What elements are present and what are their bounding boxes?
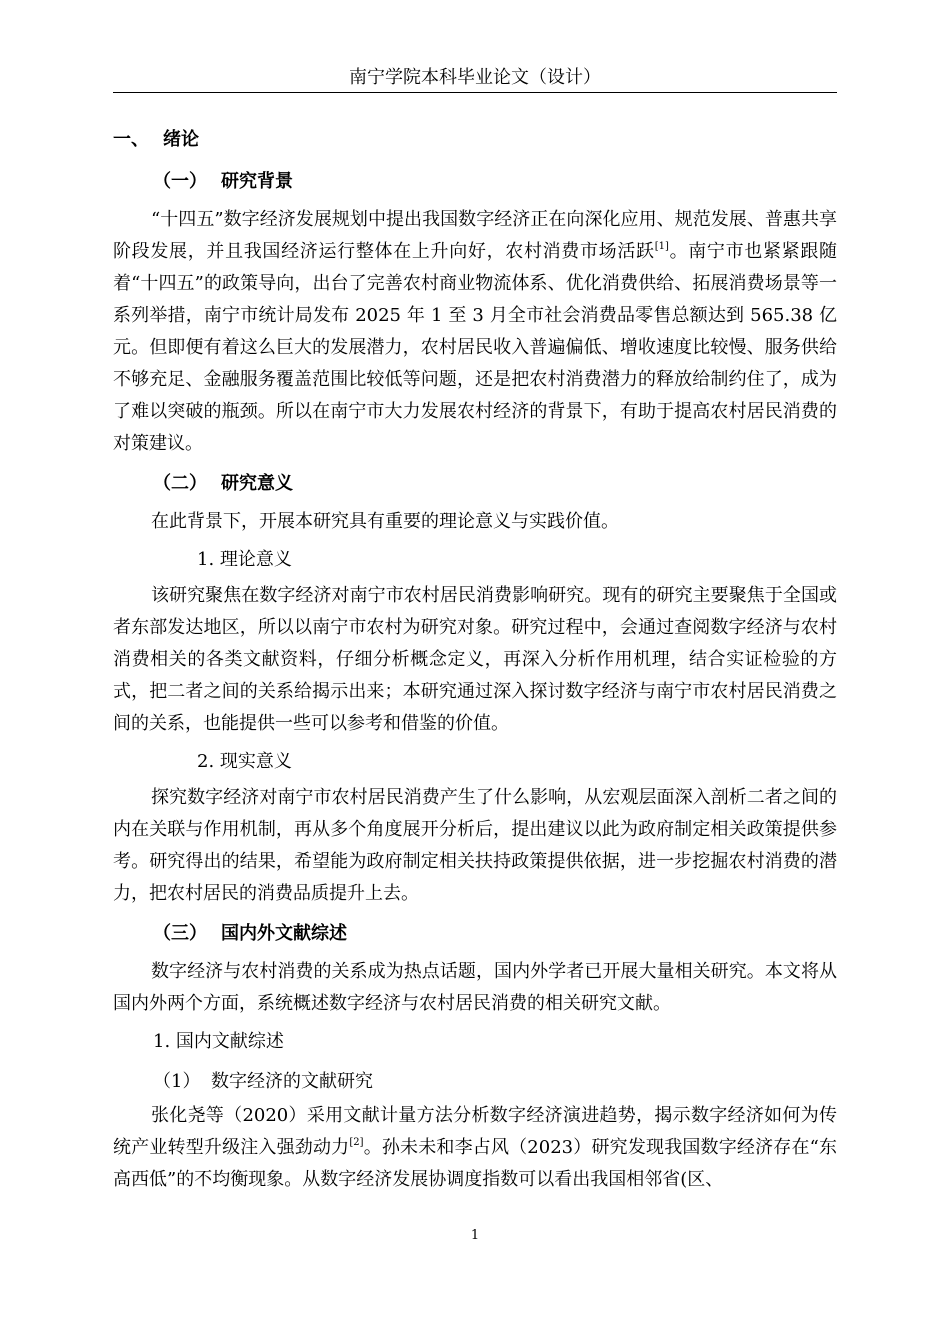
section-title: 研究背景	[221, 171, 293, 192]
domestic-review-heading: 1. 国内文献综述	[153, 1031, 284, 1052]
background-paragraph: “十四五”数字经济发展规划中提出我国数字经济正在向深化应用、规范发展、普惠共享阶段发展，并且我国经济运行整体在上升向好，农村消费市场活跃[1]。南宁市也紧紧跟随着“十四五”的政策导向，出台了完善农村商业物流体系、优化消费供给、拓展消费场景等一系列举措，南宁市统计局发布 2025 年 1 至 3 月全市社会消费品零售总额达到 565.38 亿元。但即便有着这么巨大的发展潜力，农村居民收入普遍偏低、增收速度比较慢、服务供给不够充足、金融服务覆盖范围比较低等问题，还是把农村消费潜力的释放给制约住了，成为了难以突破的瓶颈。所以在南宁市大力发展农村经济的背景下，有助于提高农村居民消费的对策建议。	[113, 209, 838, 454]
section-title: 研究意义	[221, 473, 293, 494]
section-heading-significance	[153, 466, 837, 502]
page-body	[113, 122, 837, 1200]
review-intro: 数字经济与农村消费的关系成为热点话题，国内外学者已开展大量相关研究。本文将从国内外两个方面，系统概述数字经济与农村居民消费的相关研究文献。	[113, 961, 837, 1014]
section-number: （一）	[153, 171, 207, 192]
digital-economy-paragraph: 张化尧等（2020）采用文献计量方法分析数字经济演进趋势，揭示数字经济如何为传统产业转型升级注入强劲动力[2]。孙未未和李占风（2023）研究发现我国数字经济存在“东高西低”的不均衡现象。从数字经济发展协调度指数可以看出我国相邻省(区、	[113, 1105, 838, 1190]
chapter-heading	[113, 122, 837, 158]
section-heading-review	[153, 916, 837, 952]
section-heading-background	[153, 164, 837, 200]
subsection-title: 数字经济的文献研究	[211, 1071, 373, 1092]
theory-paragraph: 该研究聚焦在数字经济对南宁市农村居民消费影响研究。现有的研究主要聚焦于全国或者东部发达地区，所以以南宁市农村为研究对象。研究过程中，会通过查阅数字经济与农村消费相关的各类文献资料，仔细分析概念定义，再深入分析作用机理，结合实证检验的方式，把二者之间的关系给揭示出来；本研究通过深入探讨数字经济与南宁市农村居民消费之间的关系，也能提供一些可以参考和借鉴的价值。	[113, 585, 837, 734]
subsection-number: （1）	[153, 1071, 201, 1092]
theory-heading: 1. 理论意义	[197, 549, 292, 570]
header-rule	[113, 92, 837, 93]
significance-intro: 在此背景下，开展本研究具有重要的理论意义与实践价值。	[151, 511, 619, 532]
practice-paragraph: 探究数字经济对南宁市农村居民消费产生了什么影响，从宏观层面深入剖析二者之间的内在关联与作用机制，再从多个角度展开分析后，提出建议以此为政府制定相关政策提供参考。研究得出的结果，希望能为政府制定相关扶持政策提供依据，进一步挖掘农村消费的潜力，把农村居民的消费品质提升上去。	[113, 787, 837, 904]
section-title: 国内外文献综述	[221, 923, 347, 944]
section-number: （二）	[153, 473, 207, 494]
chapter-title: 绪论	[163, 129, 199, 150]
practice-heading: 2. 现实意义	[197, 751, 292, 772]
chapter-number: 一、	[113, 129, 149, 150]
citation-2: [2]	[349, 1137, 364, 1148]
subsection-heading-digital-economy	[153, 1064, 837, 1100]
citation-1: [1]	[654, 241, 669, 252]
running-header: 南宁学院本科毕业论文（设计）	[349, 67, 601, 88]
section-number: （三）	[153, 923, 207, 944]
page-number: 1	[470, 1228, 480, 1243]
